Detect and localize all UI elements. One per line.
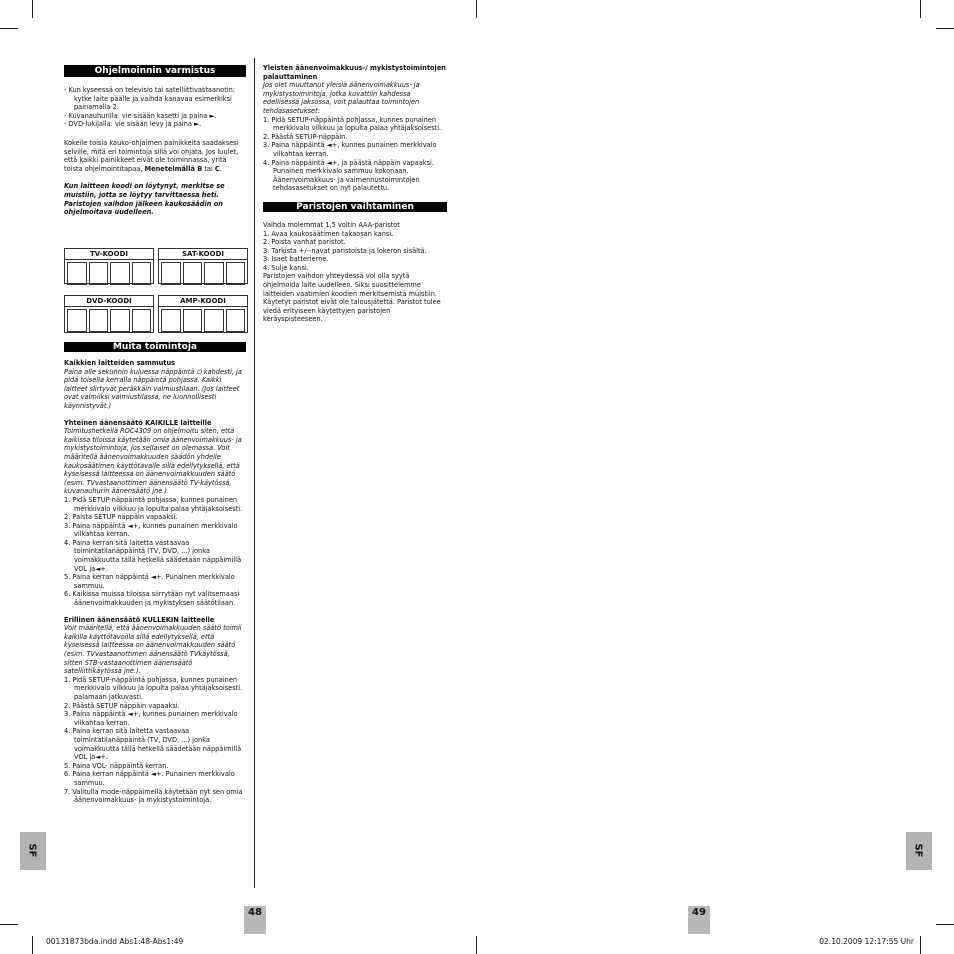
step-restore-2: 2. Päästä SETUP-näppäin.: [263, 132, 348, 141]
step-separate-1: 1. Pidä SETUP-näppäintä pohjassa, kunnes punainen merkkivalo vilkkuu ja lopulta palaa yhtäjaksoisesti. palamaan jatkuvasti.: [64, 675, 243, 701]
step-restore-1: 1. Pidä SETUP-näppäintä pohjassa, kunnes punainen merkkivalo vilkkuu ja lopulta palaa yhtäjaksoisesti.: [263, 115, 442, 133]
step-common-3: 3. Paina näppäintä ◄+, kunnes punainen merkkivalo vilkahtaa kerran.: [64, 521, 238, 539]
step-common-5: 5. Paina kerran näppäintä ◄+. Punainen merkkivalo sammuu.: [64, 573, 235, 590]
step-separate-7: 7. Valitulla mode-näppäimellä käytetään nyt sen omia äänenvoimakkuus- ja mykistystoimintoja.: [64, 787, 243, 805]
section-heading-other-functions: Muita toimintoja: [64, 342, 246, 352]
text-all-off: Paina alle sekunnin kuluessa näppäintä ⏻ kahdesti, ja pidä toisella kerralla näppäintä pohjassa. Kaikki laitteet siirtyvät peräkkäin valmiustilaan. (Jos laitteet ovat valmiiksi valmiustilassa, ne luonnollisesti käynnistyvät.): [64, 367, 242, 410]
bullet-tv: - Kun kyseessä on televisio tai satelliittivastaanotin: kytke laite päälle ja vaihda kanavaa esimerkiksi painamalla 2.: [64, 86, 236, 112]
side-tab-right: [906, 832, 932, 870]
left-column-lower: [64, 342, 246, 805]
battery-line: 4. Sulje kansi.: [263, 263, 309, 272]
step-common-6: 6. Kaikissa muissa tiloissa siirrytään nyt valitsemaasi äänenvoimakkuuden ja mykistyksen säätötilaan.: [64, 590, 240, 608]
text-restore-intro: Jos olet muuttanut yleisiä äänenvoimakkuus- ja mykistystoimintoja, jotka kuvattiin kahdessa edellisessä jaksossa, voit palauttaa toimintojen tehdasasetukset:: [263, 81, 420, 115]
page-number-left: 48: [244, 906, 266, 934]
subheading-restore-volume: Yleisten äänenvoimakkuus-/ mykistystoimintojen palauttaminen: [263, 64, 446, 81]
step-separate-3: 3. Paina näppäintä ◄+, kunnes punainen merkkivalo vilkahtaa kerran.: [64, 710, 238, 727]
page-divider: [254, 58, 255, 888]
text-common-volume: Toimitushetkellä ROC4309 on ohjelmoitu siten, että kaikissa tiloissa käytetään omia äänenvoimakkuus- ja mykistystoimintoja, jos sellaiset on olemassa. Voit määritellä äänenvoimakkuuden säädön yhdelle kaukosäätimen käyttötavalle sillä edellytyksellä, että kyseisessä laitteessa on äänenvoimakkuuden säätö (esim. TVvastaanottimen äänensäätö TV-käytössä, kuvanauhurin äänensäätö jne.).: [64, 427, 242, 496]
note-record-code: Kun laitteen koodi on löytynyt, merkitse se muistiin, jotta se löytyy tarvittaessa heti. Paristojen vaihdon jälkeen kaukosäädin on ohjelmoitava uudelleen.: [64, 182, 225, 217]
subheading-separate-volume: Erillinen äänensäätö KULLEKIN laitteelle: [64, 615, 215, 624]
step-separate-2: 2. Päästä SETUP näppäin vapaaksi.: [64, 701, 180, 710]
code-box-dvd: [64, 295, 154, 333]
footer-file-info: 00131873bda.indd Abs1:48-Abs1:49: [46, 937, 184, 946]
battery-line: 3. Isaet batterierne.: [263, 255, 329, 264]
crop-mark: [476, 0, 477, 18]
bullet-vcr: - Kuvanauhurilla: vie sisään kasetti ja paina ►.: [64, 111, 217, 120]
step-common-2: 2. Paista SETUP näppäin vapaaksi.: [64, 513, 178, 522]
code-box-dvd-label: DVD-KOODI: [65, 296, 153, 307]
step-separate-6: 6. Paina kerran näppäintä ◄+. Punainen merkkivalo sammuu.: [64, 770, 235, 787]
step-separate-5: 5. Paina VOL- näppäintä kerran.: [64, 761, 169, 770]
page-number-right: 49: [688, 906, 710, 934]
footer-timestamp: 02.10.2009 12:17:55 Uhr: [819, 937, 914, 946]
crop-mark: [920, 936, 921, 954]
step-restore-3: 3. Paina näppäintä ◄+, kunnes punainen merkkivalo vilkahtaa kerran.: [263, 141, 437, 158]
battery-line: 2. Poista vanhat paristot.: [263, 238, 346, 247]
code-box-tv: [64, 248, 154, 284]
battery-line: Vaihda molemmat 1,5 voltin AAA-paristot: [263, 220, 400, 229]
side-tab-left-label: SF: [26, 843, 38, 858]
subheading-all-off: Kaikkien laitteiden sammutus: [64, 359, 176, 367]
left-column: [64, 65, 246, 217]
crop-mark: [0, 28, 18, 29]
side-tab-right-label: SF: [912, 843, 924, 858]
crop-mark: [476, 936, 477, 954]
crop-mark: [0, 924, 18, 925]
battery-line: 3. Tarkista +/--navat paristoista ja lokeron sisältä.: [263, 246, 427, 255]
code-box-amp: [158, 295, 248, 333]
crop-mark: [936, 28, 954, 29]
crop-mark: [920, 0, 921, 18]
step-common-4: 4. Paina kerran sitä laitetta vastaavaa toimintatilanäppäintä (TV, DVD, ...) jonka voimakkuutta tällä hetkellä säädetään näppäimillä VOL ja◄+.: [64, 538, 242, 573]
crop-mark: [32, 936, 33, 954]
code-box-sat-label: SAT-KOODI: [159, 249, 247, 260]
paragraph-test-buttons: Kokeile toisia kauko-ohjaimen painikkeita saadaksesi selville, mitä eri toimintoja sillä voi ohjata. Jos luulet, että kaikki painikkeet eivät ole toiminnassa, yritä toista ohjelmointitapaa, Menetelmällä B tai C.: [64, 138, 239, 173]
battery-paragraph: Paristojen vaihdon yhteydessä voi olla syytä ohjelmoida laite uudelleen. Siksi suosittelemme laitteiden vaatimien koodien merkitsemistä muistiin. Käytetyt paristot eivät ole talousjätettä. Paristot tulee viedä erityiseen käytettyjen paristojen keräyspisteeseen.: [263, 272, 441, 324]
section-heading-battery: Paristojen vaihtaminen: [263, 202, 447, 212]
crop-mark: [936, 924, 954, 925]
step-common-1: 1. Pidä SETUP-näppäintä pohjassa, kunnes punainen merkkivalo vilkkuu ja lopulta palaa yhtäjaksoisesti.: [64, 495, 243, 513]
step-separate-4: 4. Paina kerran sitä laitetta vastaavaa toimintatilanäppäintä (TV, DVD, ...) jonka voimakkuutta tällä hetkellä säädetään näppäimillä VOL ja◄+.: [64, 727, 242, 762]
text-separate-volume: Voit määritellä, että äänenvoimakkuuden säätö toimii kaikilla käyttötavoilla sillä edellytyksellä, että kyseisessä laitteessa on äänenvoimakkuuden säätö (esim. TVvastaanottimen äänensäätö TVkäytössä, sitten STB-vastaanottimen äänensäätö satelliittikäytössä jne.).: [64, 624, 242, 676]
step-restore-4: 4. Paina näppäintä ◄+, ja päästä näppäin vapaaksi. Punainen merkkivalo sammuu kokonaan. Äänenvoimakkuus- ja vaimennustoimintojen tehdasasetukset on nyt palautettu.: [263, 158, 434, 193]
section-heading-programming-check: Ohjelmoinnin varmistus: [64, 65, 246, 77]
code-box-amp-label: AMP-KOODI: [159, 296, 247, 307]
battery-line: 1. Avaa kaukosäätimen takaosan kansi.: [263, 229, 394, 238]
side-tab-left: [20, 832, 46, 870]
bullet-dvd: - DVD-lukijalla: vie sisään levy ja paina ►.: [64, 120, 202, 129]
code-box-tv-label: TV-KOODI: [65, 249, 153, 260]
code-box-sat: [158, 248, 248, 284]
subheading-common-volume: Yhteinen äänensäätö KAIKILLE laitteille: [64, 418, 212, 427]
crop-mark: [32, 0, 33, 18]
right-column: [263, 64, 447, 324]
